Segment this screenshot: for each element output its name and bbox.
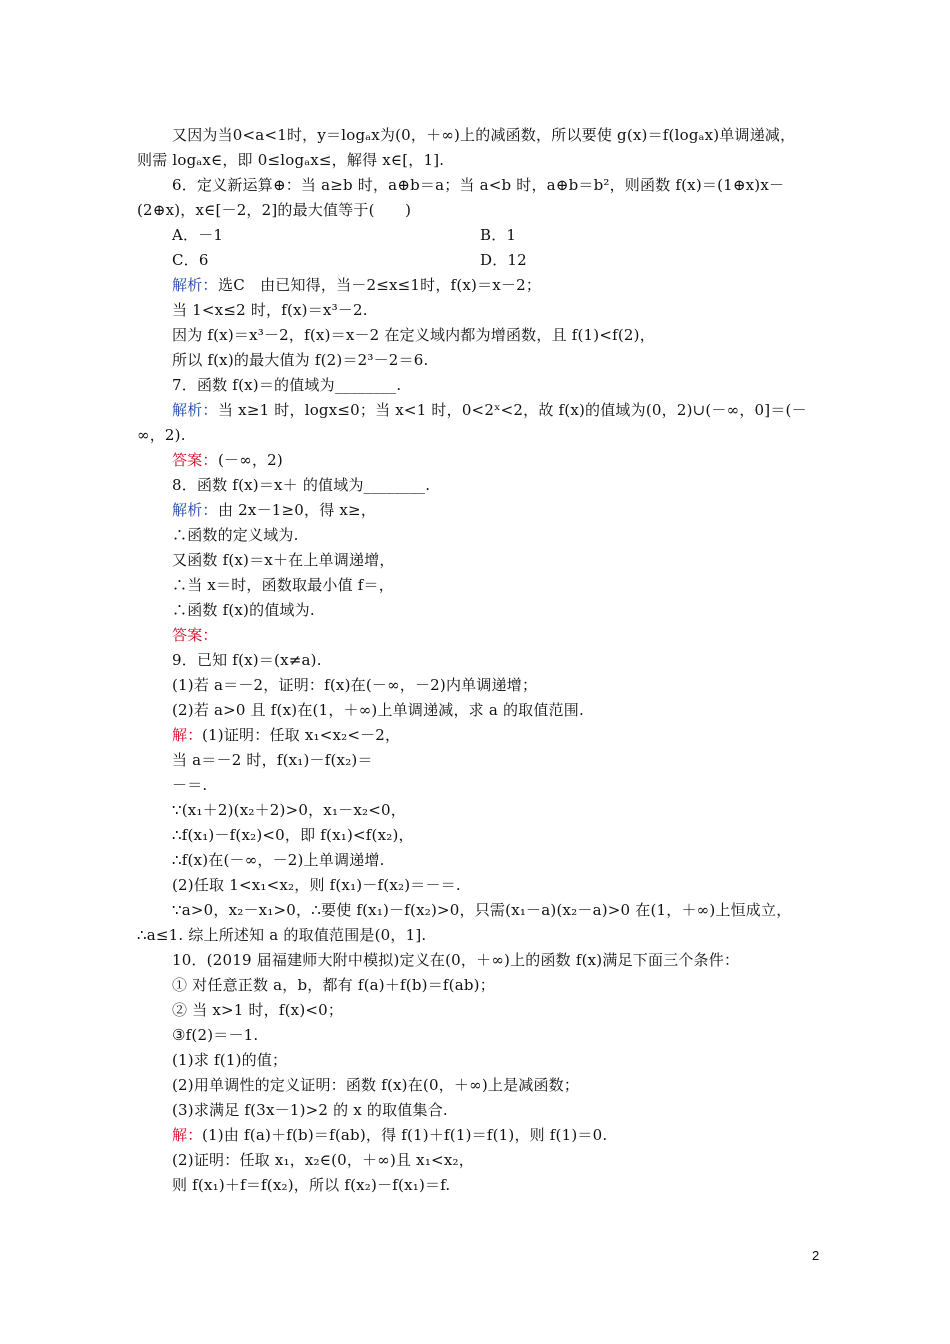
- text-line: ∴f(x₁)－f(x₂)<0，即 f(x₁)<f(x₂)，: [172, 826, 414, 844]
- text-line: 当 1<x≤2 时，f(x)＝x³－2.: [172, 301, 368, 319]
- text-line: 选C 由已知得，当－2≤x≤1时，f(x)＝x－2；: [218, 276, 542, 294]
- option-a: A．－1: [172, 226, 224, 244]
- text-line: 由 2x－1≥0，得 x≥，: [218, 501, 377, 519]
- text-line: 9．已知 f(x)＝(x≠a).: [172, 651, 322, 669]
- text-line: 则需 logₐx∈，即 0≤logₐx≤，解得 x∈[，1].: [137, 151, 445, 169]
- option-d: D．12: [480, 251, 527, 269]
- text-line: (2)任取 1<x₁<x₂，则 f(x₁)－f(x₂)＝－＝.: [172, 876, 461, 894]
- text-line: ③f(2)＝－1.: [172, 1026, 259, 1044]
- text-line: 又因为当0<a<1时，y＝logₐx为(0，＋∞)上的减函数，所以要使 g(x)＝f(logₐx)单调递减，: [172, 126, 796, 144]
- text-line: 当 a＝－2 时，f(x₁)－f(x₂)＝: [172, 751, 373, 769]
- text-line: ② 当 x>1 时，f(x)<0；: [172, 1001, 344, 1019]
- text-line: ∵(x₁＋2)(x₂＋2)>0，x₁－x₂<0，: [172, 801, 406, 819]
- text-line: ∵a>0，x₂－x₁>0，∴要使 f(x₁)－f(x₂)>0，只需(x₁－a)(x₂－a)>0 在(1，＋∞)上恒成立，: [172, 901, 792, 919]
- solution-label: 解：: [172, 726, 203, 744]
- text-line: (－∞，2): [218, 451, 283, 469]
- text-line: 10．(2019 届福建师大附中模拟)定义在(0，＋∞)上的函数 f(x)满足下面三个条件：: [172, 951, 740, 969]
- solution-label: 解：: [172, 1126, 203, 1144]
- text-line: (2⊕x)，x∈[－2，2]的最大值等于( ): [137, 201, 412, 219]
- page-number: 2: [812, 1248, 820, 1263]
- text-line: ∞，2).: [137, 426, 186, 444]
- text-line: ∴f(x)在(－∞，－2)上单调递增.: [172, 851, 385, 869]
- text-line: －＝.: [172, 776, 208, 794]
- text-line: 6．定义新运算⊕：当 a≥b 时，a⊕b＝a；当 a<b 时，a⊕b＝b²，则函数 f(x)＝(1⊕x)x－: [172, 176, 785, 194]
- text-line: ∴函数 f(x)的值域为.: [172, 601, 315, 619]
- text-line: (3)求满足 f(3x－1)>2 的 x 的取值集合.: [172, 1101, 448, 1119]
- answer-label: 答案：: [172, 626, 218, 644]
- answer-label: 答案：: [172, 451, 218, 469]
- text-line: ∴当 x＝时，函数取最小值 f＝，: [172, 576, 394, 594]
- text-line: (1)由 f(a)＋f(b)＝f(ab)，得 f(1)＋f(1)＝f(1)，则 f(1)＝0.: [202, 1126, 608, 1144]
- text-line: ∴函数的定义域为.: [172, 526, 299, 544]
- analysis-label: 解析：: [172, 401, 218, 419]
- option-c: C．6: [172, 251, 209, 269]
- analysis-label: 解析：: [172, 276, 218, 294]
- text-line: (2)若 a>0 且 f(x)在(1，＋∞)上单调递减，求 a 的取值范围.: [172, 701, 584, 719]
- text-line: 8．函数 f(x)＝x＋ 的值域为________.: [172, 476, 431, 494]
- option-b: B．1: [480, 226, 517, 244]
- text-line: 又函数 f(x)＝x＋在上单调递增，: [172, 551, 395, 569]
- text-line: 7．函数 f(x)＝的值域为________.: [172, 376, 402, 394]
- text-line: (1)证明：任取 x₁<x₂<－2，: [202, 726, 401, 744]
- text-line: 所以 f(x)的最大值为 f(2)＝2³－2＝6.: [172, 351, 429, 369]
- text-line: ① 对任意正数 a，b，都有 f(a)＋f(b)＝f(ab)；: [172, 976, 495, 994]
- text-line: (1)若 a＝－2，证明：f(x)在(－∞，－2)内单调递增；: [172, 676, 538, 694]
- text-line: (2)证明：任取 x₁，x₂∈(0，＋∞)且 x₁<x₂，: [172, 1151, 474, 1169]
- analysis-label: 解析：: [172, 501, 218, 519]
- text-line: (1)求 f(1)的值；: [172, 1051, 288, 1069]
- text-line: (2)用单调性的定义证明：函数 f(x)在(0，＋∞)上是减函数；: [172, 1076, 580, 1094]
- text-line: 则 f(x₁)＋f＝f(x₂)，所以 f(x₂)－f(x₁)＝f.: [172, 1176, 451, 1194]
- text-line: 当 x≥1 时，logx≤0；当 x<1 时，0<2ˣ<2，故 f(x)的值域为(0，2)∪(－∞，0]＝(－: [218, 401, 807, 419]
- text-line: 因为 f(x)＝x³－2，f(x)＝x－2 在定义域内都为增函数，且 f(1)<f(2)，: [172, 326, 655, 344]
- text-line: ∴a≤1. 综上所述知 a 的取值范围是(0，1].: [137, 926, 427, 944]
